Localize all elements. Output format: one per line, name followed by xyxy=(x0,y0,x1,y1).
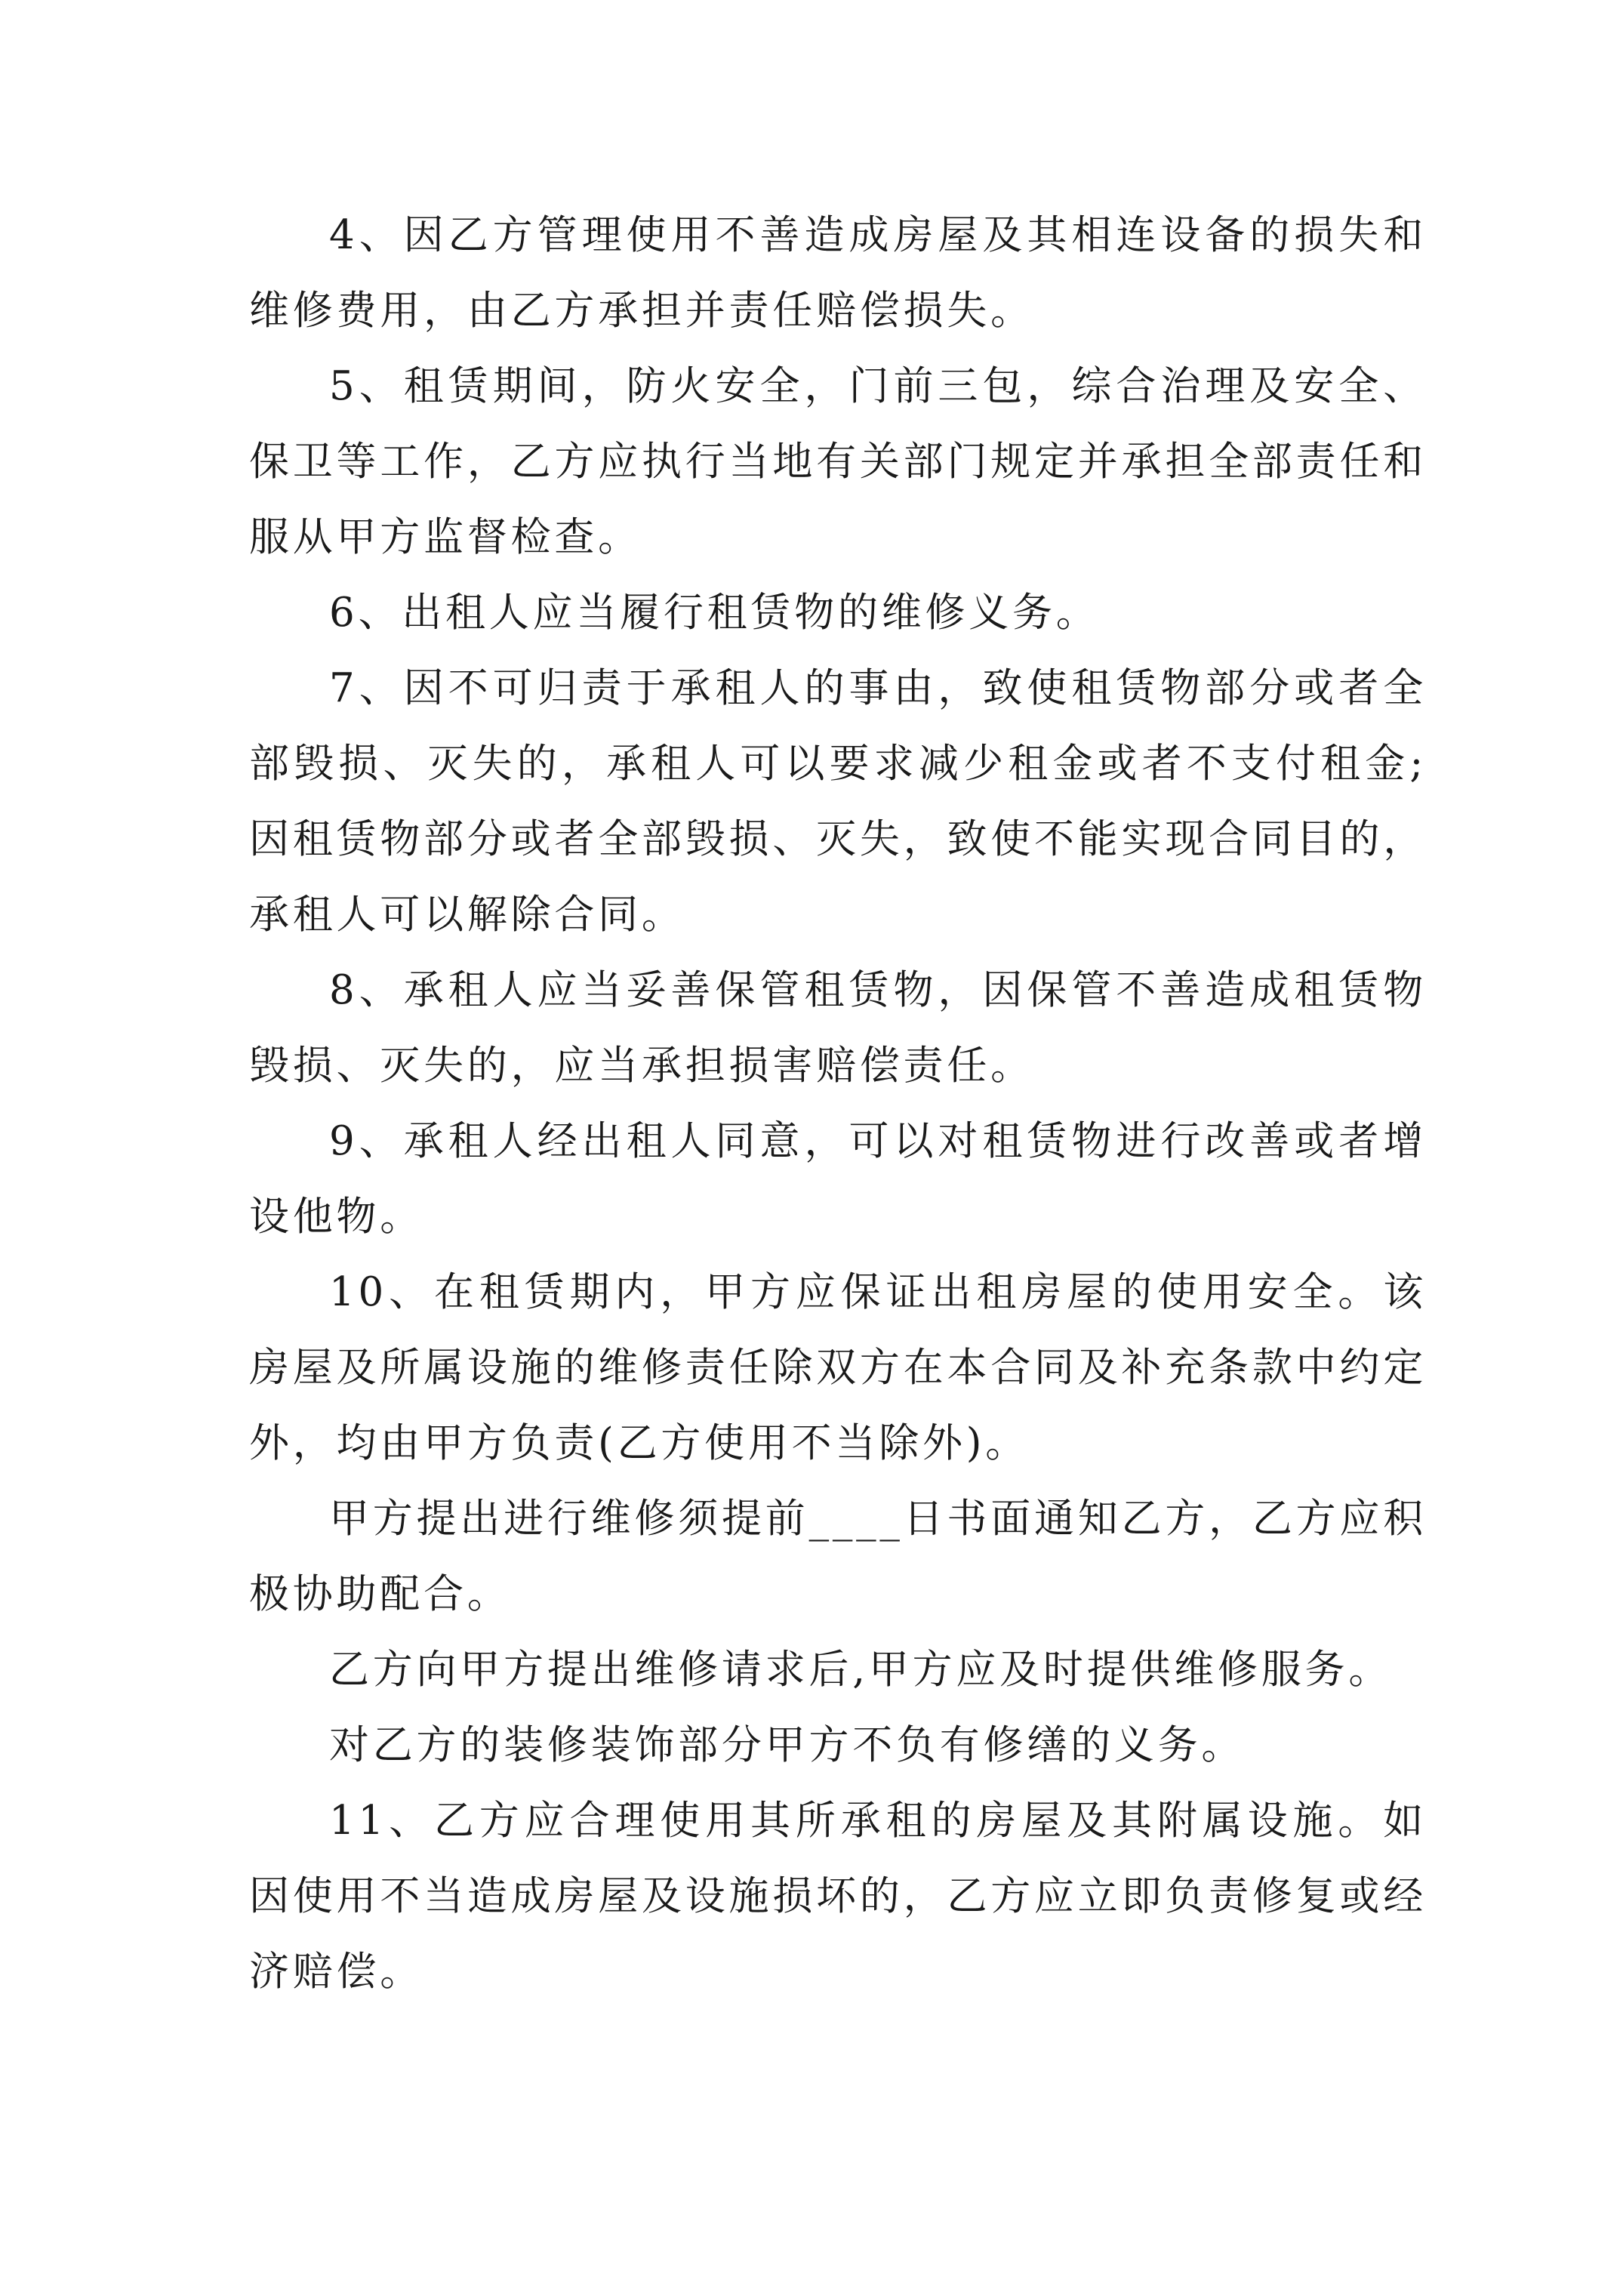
paragraph-clause-6: 6、出租人应当履行租赁物的维修义务。 xyxy=(329,590,1100,636)
paragraph-clause-11: 11、乙方应合理使用其所承租的房屋及其附属设施。如因使用不当造成房屋及设施损坏的，乙方应立即负责修复或经济赔偿。 xyxy=(249,1798,1427,1995)
paragraph-clause-5: 5、租赁期间，防火安全，门前三包，综合治理及安全、保卫等工作，乙方应执行当地有关部门规定并承担全部责任和服从甲方监督检查。 xyxy=(249,363,1427,560)
paragraph-clause-4: 4、因乙方管理使用不善造成房屋及其相连设备的损失和维修费用，由乙方承担并责任赔偿损失。 xyxy=(249,212,1427,334)
paragraph-clause-8: 8、承租人应当妥善保管租赁物，因保管不善造成租赁物毁损、灭失的，应当承担损害赔偿责任。 xyxy=(249,967,1427,1089)
document-body xyxy=(249,198,1427,2010)
paragraph-clause-9: 9、承租人经出租人同意，可以对租赁物进行改善或者增设他物。 xyxy=(249,1118,1427,1240)
paragraph-clause-7: 7、因不可归责于承租人的事由，致使租赁物部分或者全部毁损、灭失的，承租人可以要求减少租金或者不支付租金;因租赁物部分或者全部毁损、灭失，致使不能实现合同目的，承租人可以解除合同。 xyxy=(249,665,1427,938)
paragraph-repair-request: 乙方向甲方提出维修请求后,甲方应及时提供维修服务。 xyxy=(329,1647,1393,1693)
paragraph-decoration-exemption: 对乙方的装修装饰部分甲方不负有修缮的义务。 xyxy=(329,1722,1246,1768)
paragraph-repair-notice: 甲方提出进行维修须提前____日书面通知乙方，乙方应积极协助配合。 xyxy=(249,1496,1427,1617)
paragraph-clause-10: 10、在租赁期内，甲方应保证出租房屋的使用安全。该房屋及所属设施的维修责任除双方在本合同及补充条款中约定外，均由甲方负责(乙方使用不当除外)。 xyxy=(249,1269,1427,1466)
